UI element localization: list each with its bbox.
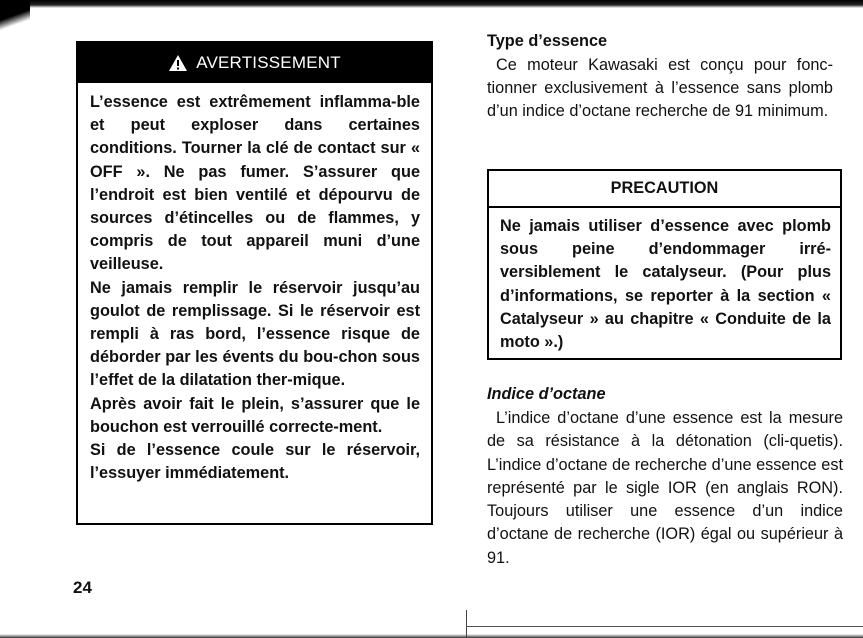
octane-heading: Indice d’octane: [487, 385, 606, 403]
precaution-text: Ne jamais utiliser d’essence avec plomb sous peine d’endommager irré-versiblement le catalyseur. (Pour plus d’informations, se reporter à la section « Catalyseur » au chapitre « Conduite de la moto ».): [500, 217, 831, 352]
scan-edge-corner: [0, 0, 30, 40]
precaution-header: [489, 171, 840, 208]
precaution-box: [487, 169, 842, 360]
warning-body: [78, 83, 431, 485]
scan-edge-top: [0, 0, 863, 8]
octane-text: L’indice d’octane d’une essence est la mesure de sa résistance à la détonation (cli-quetis). L’indice d’octane de recherche d’une essence est représenté par le sigle IOR (en anglais RON). Toujours utiliser une essence d’un indice d’octane de recherche (IOR) égal ou supérieur à 91.: [487, 409, 843, 567]
warning-box: [76, 41, 433, 525]
scan-edge-bottom: [0, 634, 863, 638]
precaution-title: PRECAUTION: [610, 179, 719, 197]
fuel-type-text: Ce moteur Kawasaki est conçu pour fonc-tionner exclusivement à l’essence sans plomb d’un indice d’octane recherche de 91 minimum.: [487, 56, 833, 120]
warning-triangle-icon: [168, 54, 188, 72]
warning-header: [78, 43, 431, 83]
fuel-type-heading: Type d’essence: [487, 32, 608, 50]
precaution-body: [489, 208, 840, 354]
warning-title: AVERTISSEMENT: [196, 53, 341, 72]
warning-paragraph: Si de l’essence coule sur le réservoir, l’essuyer immédiatement.: [90, 441, 420, 483]
page-fold-line: [466, 626, 863, 627]
warning-paragraph: L’essence est extrêmement inflamma-ble et peut exploser dans certaines conditions. Tourner la clé de contact sur « OFF ». Ne pas fumer. S’assurer que l’endroit est bien ventilé et dépourvu de sources d’étincelles ou de flammes, y compris de tout appareil muni d’une veilleuse.: [90, 93, 420, 274]
warning-paragraph: Ne jamais remplir le réservoir jusqu’au goulot de remplissage. Si le réservoir est rempli à ras bord, l’essence risque de déborder par les évents du bou-chon sous l’effet de la dilatation ther-mique.: [90, 278, 420, 390]
warning-paragraph: Après avoir fait le plein, s’assurer que le bouchon est verrouillé correcte-ment.: [90, 394, 420, 436]
page-number: 24: [73, 578, 92, 597]
page-fold-mark: [466, 610, 467, 638]
